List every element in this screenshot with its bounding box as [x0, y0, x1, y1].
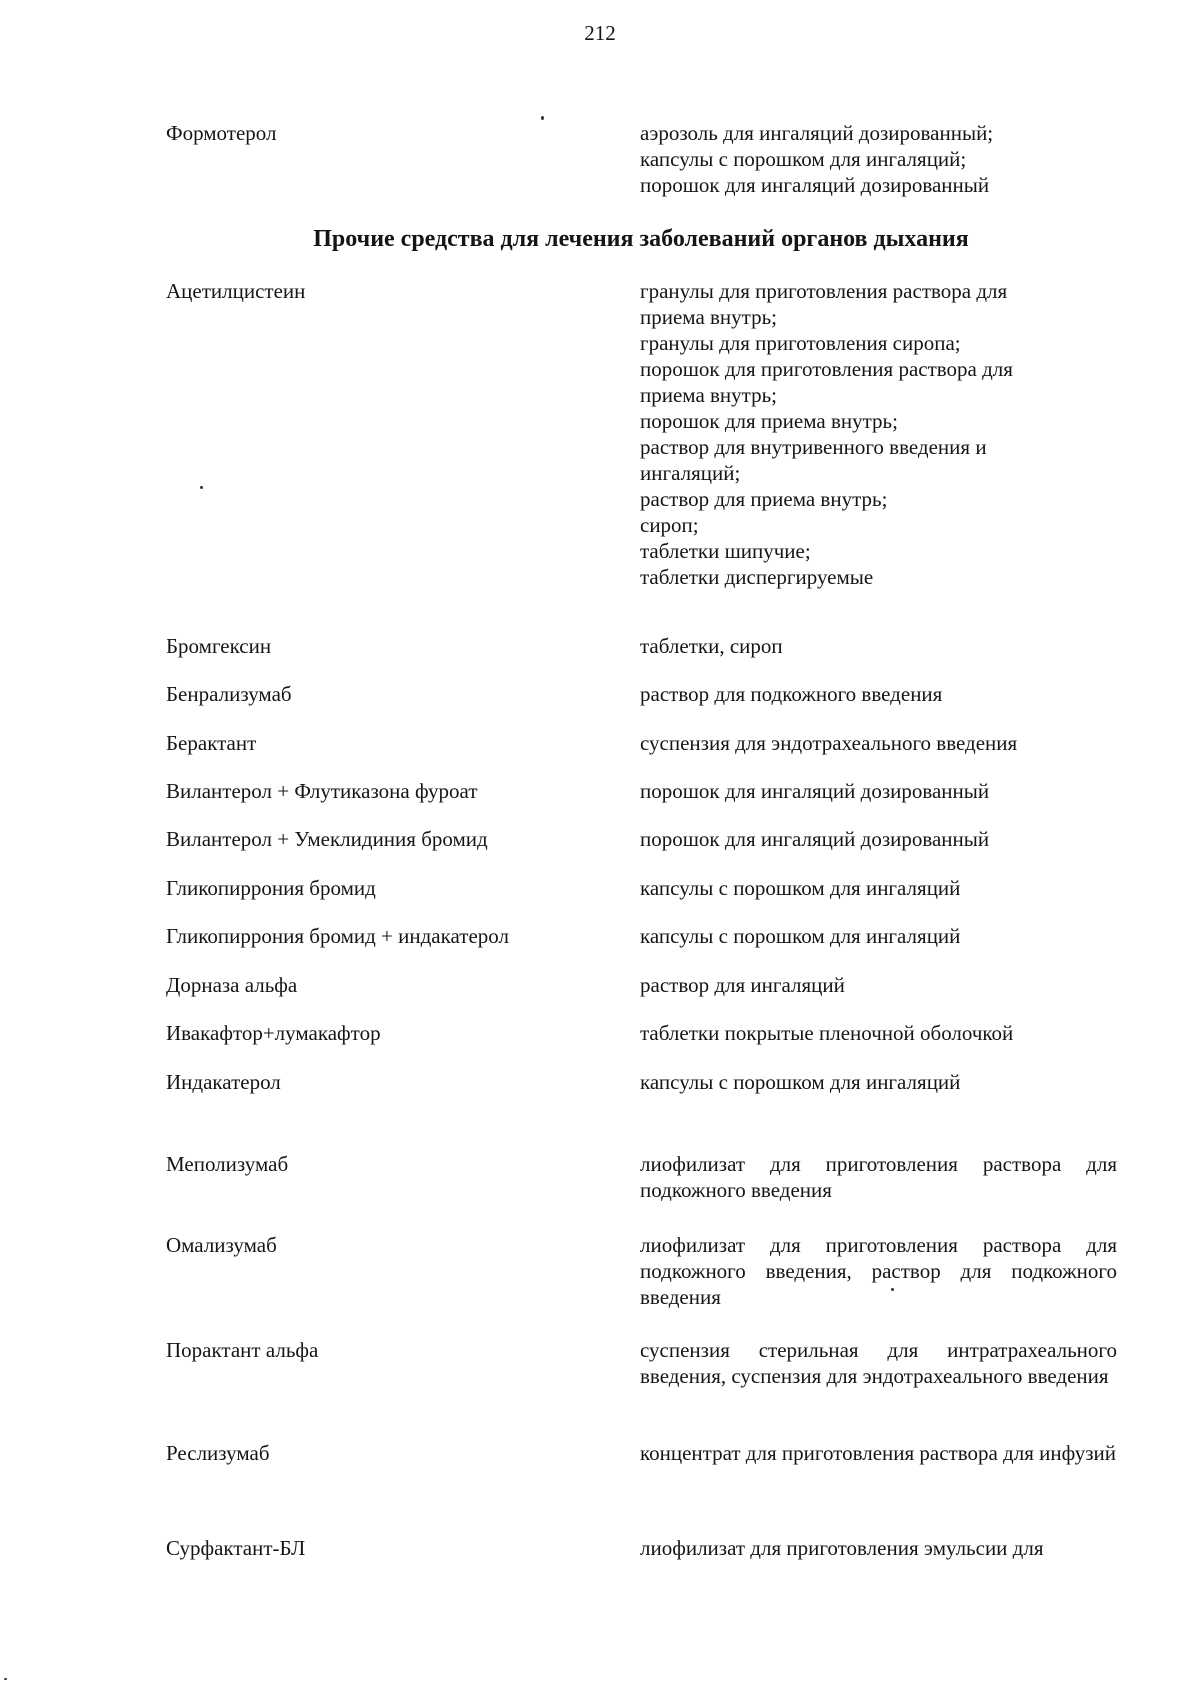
dosage-form: капсулы с порошком для ингаляций [640, 1070, 961, 1094]
dosage-form: гранулы для приготовления раствора для приема внутрь; [640, 279, 1008, 329]
drug-name: Ацетилцистеин [166, 279, 306, 303]
dosage-form: раствор для подкожного введения [640, 682, 943, 706]
drug-name: Бенрализумаб [166, 682, 292, 706]
page-number: 212 [584, 21, 616, 45]
drug-name: Омализумаб [166, 1233, 277, 1257]
dosage-form: таблетки диспергируемые [640, 565, 874, 589]
drug-name: Формотерол [166, 121, 277, 145]
dosage-form: капсулы с порошком для ингаляций; [640, 147, 967, 171]
dosage-form: таблетки покрытые пленочной оболочкой [640, 1021, 1014, 1045]
drug-name: Индакатерол [166, 1070, 281, 1094]
dosage-form: таблетки шипучие; [640, 539, 811, 563]
dosage-forms-list [640, 1535, 1117, 1561]
dosage-forms-list [640, 120, 1117, 198]
drug-name: Сурфактант-БЛ [166, 1536, 306, 1560]
dosage-form: раствор для внутривенного введения и ингаляций; [640, 435, 987, 485]
drug-name: Берактант [166, 731, 257, 755]
dosage-form: суспензия для эндотрахеального введения [640, 731, 1018, 755]
drug-name: Гликопиррония бромид [166, 876, 376, 900]
dosage-form: порошок для ингаляций дозированный [640, 173, 990, 197]
drug-name: Вилантерол + Умеклидиния бромид [166, 827, 488, 851]
dosage-form: лиофилизат для приготовления эмульсии для [640, 1536, 1044, 1560]
dosage-form: порошок для ингаляций дозированный [640, 779, 990, 803]
dosage-form: аэрозоль для ингаляций дозированный; [640, 121, 994, 145]
dosage-forms-list [640, 972, 1117, 998]
dosage-forms-list [640, 778, 1117, 804]
dosage-forms-list [640, 923, 1117, 949]
dosage-forms-list [640, 1020, 1117, 1046]
dosage-form: лиофилизат для приготовления раствора для подкожного введения [640, 1152, 1117, 1202]
drug-name: Гликопиррония бромид + индакатерол [166, 924, 509, 948]
dosage-form: раствор для ингаляций [640, 973, 845, 997]
dosage-forms-list [640, 730, 1117, 756]
dosage-form: таблетки, сироп [640, 634, 783, 658]
dosage-form: концентрат для приготовления раствора для инфузий [640, 1441, 1116, 1465]
drug-name: Вилантерол + Флутиказона фуроат [166, 779, 478, 803]
dosage-form: сироп; [640, 513, 699, 537]
drug-name: Дорназа альфа [166, 973, 298, 997]
dosage-form: порошок для приема внутрь; [640, 409, 898, 433]
dosage-form: капсулы с порошком для ингаляций [640, 876, 961, 900]
dosage-form: порошок для приготовления раствора для приема внутрь; [640, 357, 1013, 407]
drug-name: Реслизумаб [166, 1441, 270, 1465]
dosage-form: порошок для ингаляций дозированный [640, 827, 990, 851]
dosage-form: капсулы с порошком для ингаляций [640, 924, 961, 948]
drug-name: Порактант альфа [166, 1338, 319, 1362]
dosage-forms-list [640, 681, 1117, 707]
dosage-forms-list [640, 633, 1117, 659]
dosage-forms-list [640, 826, 1117, 852]
drug-name: Меполизумаб [166, 1152, 289, 1176]
scan-speck [4, 1678, 7, 1680]
dosage-form: лиофилизат для приготовления раствора для подкожного введения, раствор для подкожного введения [640, 1233, 1117, 1309]
section-heading: Прочие средства для лечения заболеваний органов дыхания [313, 226, 969, 252]
dosage-forms-list [640, 875, 1117, 901]
scan-speck [891, 1288, 894, 1291]
dosage-forms-list [640, 278, 1060, 590]
dosage-forms-list [640, 1440, 1117, 1466]
dosage-form: гранулы для приготовления сиропа; [640, 331, 961, 355]
dosage-form: суспензия стерильная для интратрахеального введения, суспензия для эндотрахеального введения [640, 1338, 1117, 1388]
dosage-forms-list [640, 1151, 1117, 1203]
drug-name: Ивакафтор+лумакафтор [166, 1021, 381, 1045]
drug-name: Бромгексин [166, 634, 272, 658]
dosage-forms-list [640, 1232, 1117, 1310]
dosage-forms-list [640, 1337, 1117, 1389]
dosage-form: раствор для приема внутрь; [640, 487, 888, 511]
scan-speck [200, 486, 203, 489]
dosage-forms-list [640, 1069, 1117, 1095]
